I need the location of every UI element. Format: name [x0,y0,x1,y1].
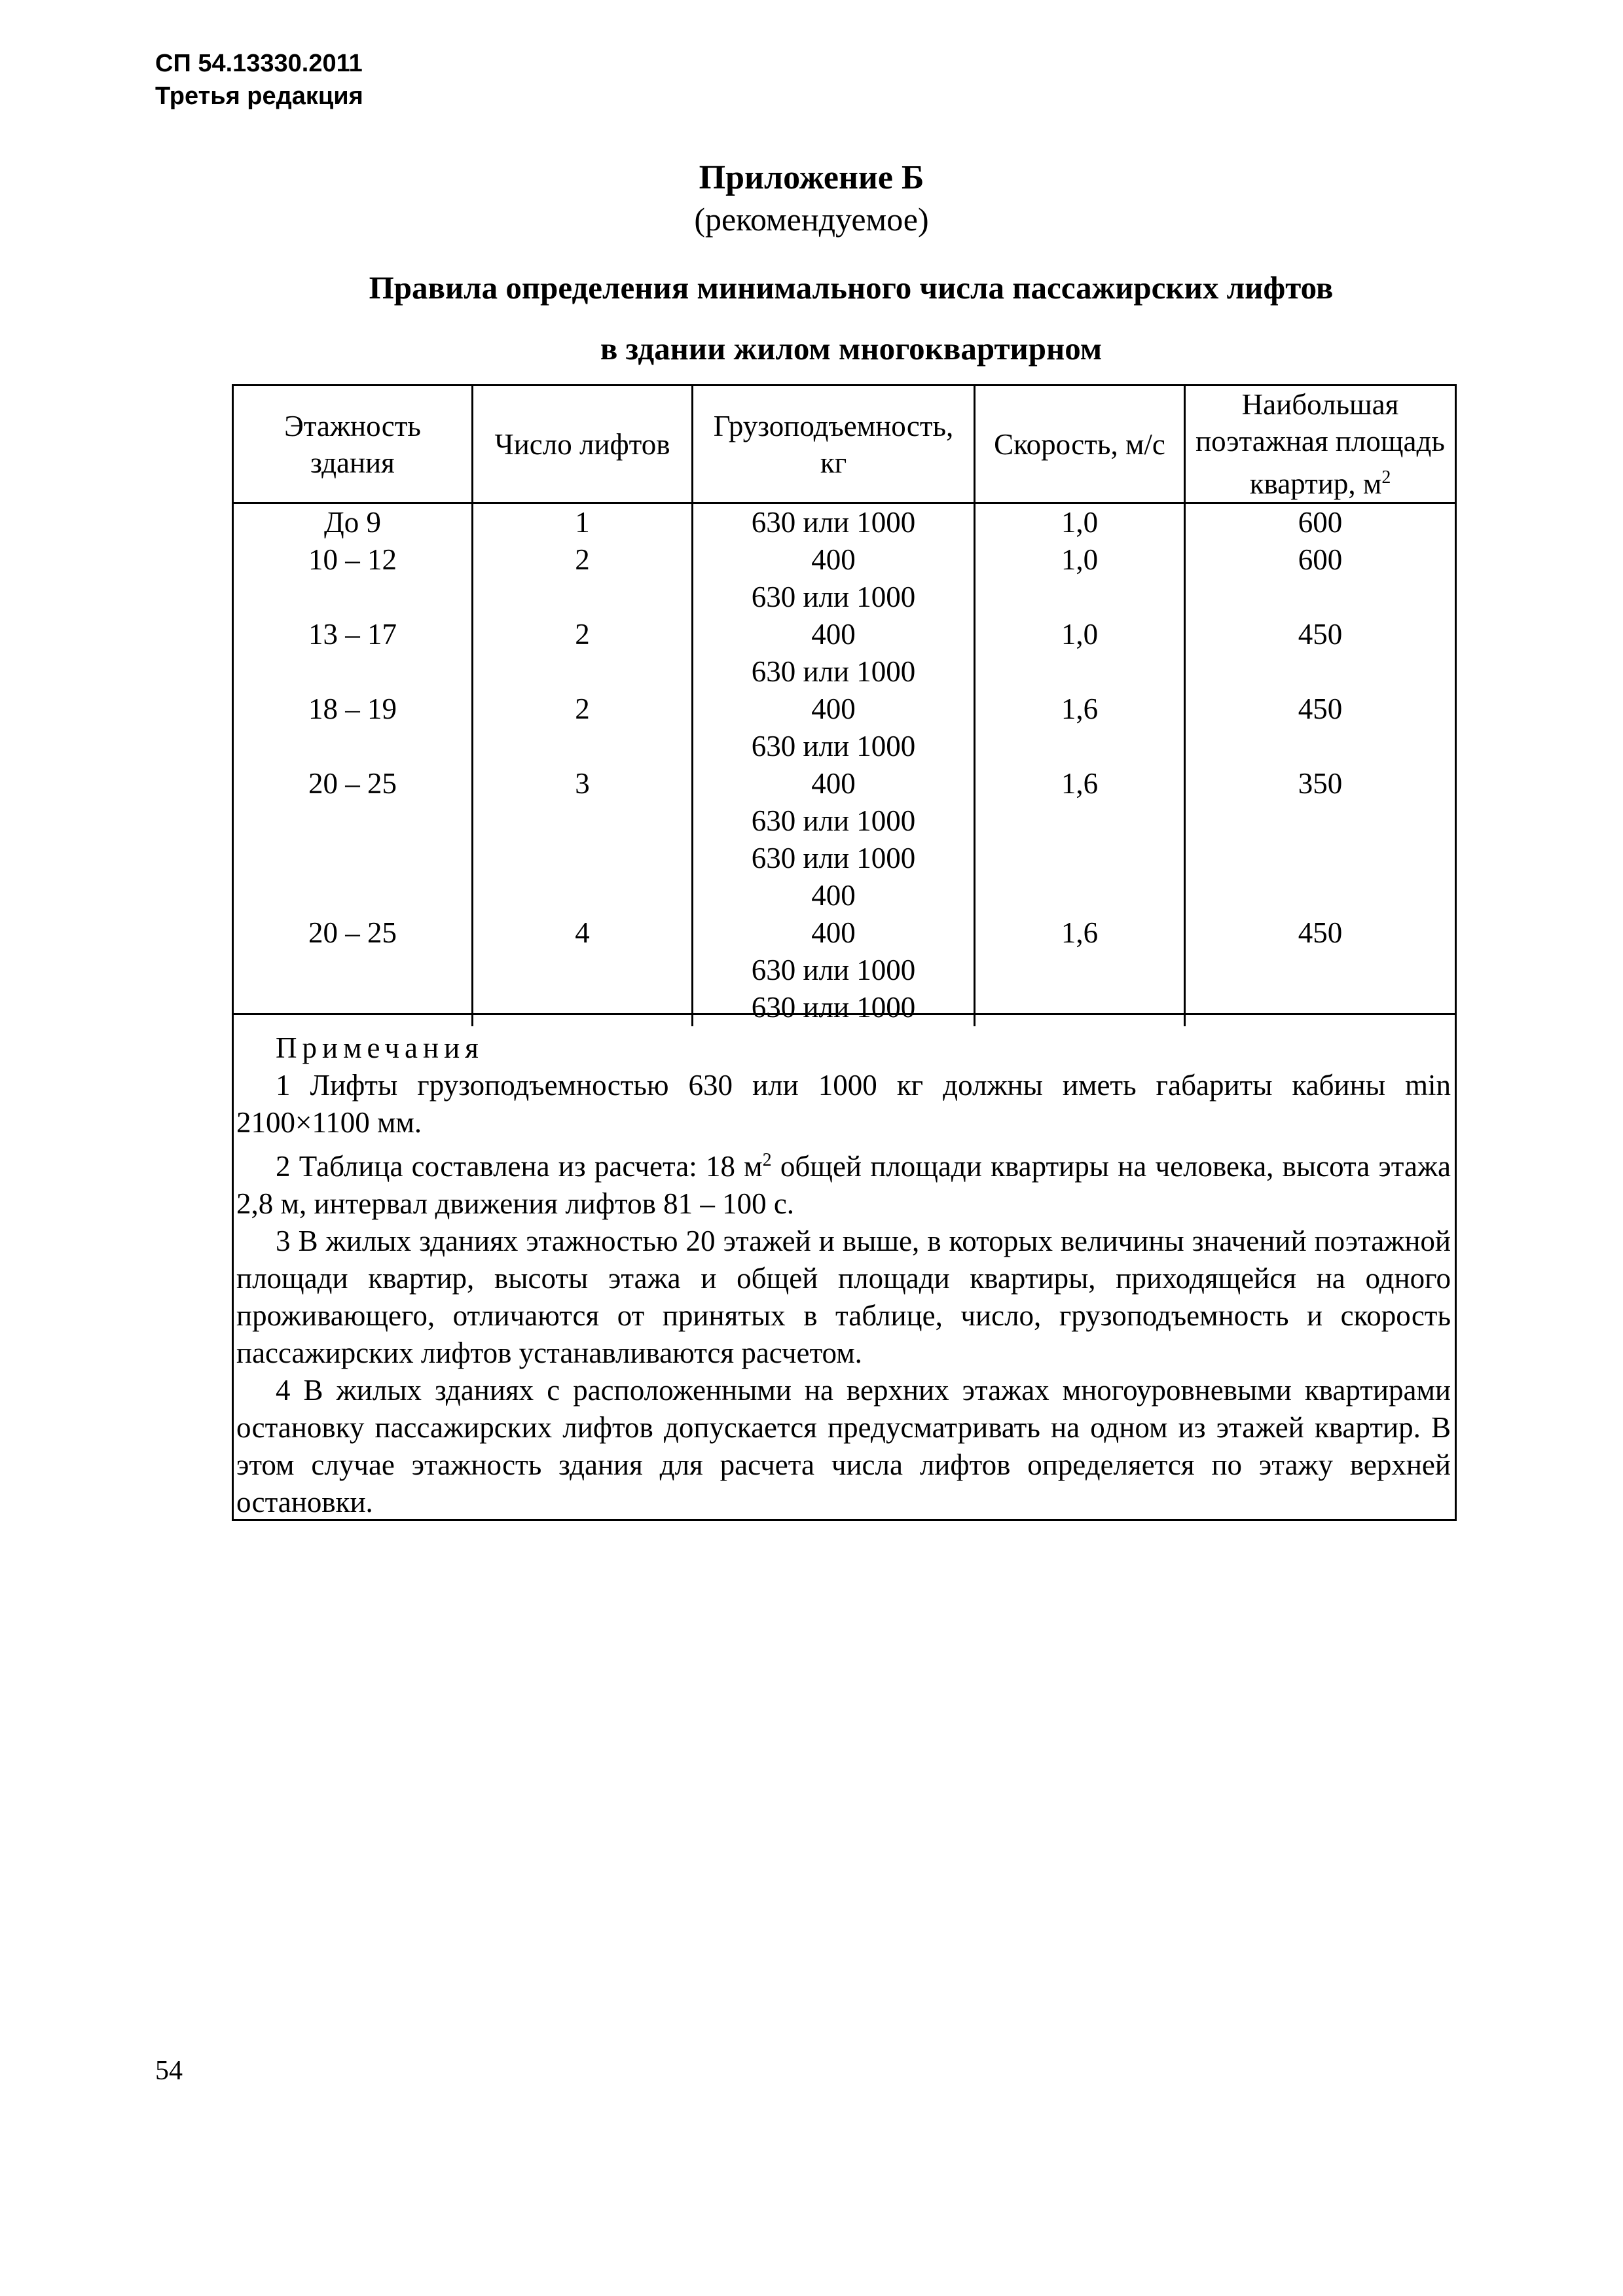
cell-area [1185,802,1456,840]
cell-speed [975,653,1185,691]
header-area: Наибольшая поэтажная площадь квартир, $м^2$ [1185,386,1456,503]
table-row [233,616,1456,653]
cell-floors [233,728,473,765]
cell-floors [233,840,473,877]
cell-count [473,653,693,691]
cell-area: 600 [1185,541,1456,579]
appendix-title: Приложение Б [699,159,924,196]
header-count: Число лифтов [473,386,693,503]
cell-load: 630 или 1000 [693,579,975,616]
cell-floors: 10 – 12 [233,541,473,579]
cell-load: 630 или 1000 [693,840,975,877]
cell-floors: До 9 [233,503,473,542]
cell-count: 2 [473,691,693,728]
cell-area: 350 [1185,765,1456,802]
table-row [233,840,1456,877]
cell-speed: 1,0 [975,503,1185,542]
note-3: 3 В жилых зданиях этажностью 20 этажей и выше, в которых величины значений поэтажной площади квартир, высоты этажа и общей площади квартиры, приходящейся на одного проживающего, отличаются от принятых в таблице, число, грузоподъемность и скорость пассажирских лифтов устанавливаются расчетом. [236,1225,1451,1369]
cell-area [1185,840,1456,877]
lifts-table [232,384,1457,1026]
cell-load: 400 [693,691,975,728]
edition-label: Третья редакция [155,82,363,110]
header-speed: Скорость, м/с [975,386,1185,503]
cell-floors [233,653,473,691]
cell-speed [975,579,1185,616]
document-header [155,47,363,113]
cell-load: 630 или 1000 [693,989,975,1026]
cell-area [1185,952,1456,989]
cell-load: 630 или 1000 [693,503,975,542]
cell-area: 450 [1185,914,1456,952]
table-header-row [233,386,1456,503]
cell-load: 400 [693,541,975,579]
cell-floors [233,952,473,989]
notes-box [232,1013,1457,1521]
cell-floors: 18 – 19 [233,691,473,728]
cell-count [473,840,693,877]
cell-floors [233,579,473,616]
cell-floors: 13 – 17 [233,616,473,653]
cell-load: 630 или 1000 [693,802,975,840]
cell-area [1185,653,1456,691]
cell-speed: 1,6 [975,691,1185,728]
cell-count: 3 [473,765,693,802]
table-row [233,503,1456,542]
header-load: Грузоподъемность, кг [693,386,975,503]
cell-area [1185,579,1456,616]
table-title [229,257,1473,379]
cell-load: 400 [693,765,975,802]
cell-floors: 20 – 25 [233,914,473,952]
table-row [233,802,1456,840]
cell-area: 450 [1185,616,1456,653]
table-row [233,765,1456,802]
cell-speed: 1,0 [975,541,1185,579]
cell-count [473,728,693,765]
cell-load: 630 или 1000 [693,653,975,691]
standard-code: СП 54.13330.2011 [155,50,363,77]
cell-count [473,579,693,616]
cell-floors [233,802,473,840]
cell-speed: 1,6 [975,914,1185,952]
table-body [233,503,1456,1027]
cell-count [473,877,693,914]
table-row [233,952,1456,989]
cell-speed: 1,0 [975,616,1185,653]
note-2: 2 Таблица составлена из расчета: 18 $м^2$ общей площади квартиры на человека, высота этажа 2,8 м, интервал движения лифтов 81 – 100 с. [236,1150,1451,1220]
cell-speed [975,840,1185,877]
note-1: 1 Лифты грузоподъемностью 630 или 1000 кг должны иметь габариты кабины min 2100×1100 мм. [236,1069,1451,1139]
cell-area [1185,728,1456,765]
page-number: 54 [155,2056,183,2086]
header-floors: Этажность здания [233,386,473,503]
appendix-status: (рекомендуемое) [694,201,929,238]
cell-floors: 20 – 25 [233,765,473,802]
cell-load: 400 [693,877,975,914]
table-row [233,653,1456,691]
cell-load: 630 или 1000 [693,728,975,765]
cell-count: 2 [473,541,693,579]
cell-load: 400 [693,914,975,952]
cell-load: 400 [693,616,975,653]
table-row [233,691,1456,728]
cell-area: 450 [1185,691,1456,728]
notes-heading: Примечания [276,1031,484,1064]
table-row [233,579,1456,616]
cell-speed [975,802,1185,840]
cell-speed [975,877,1185,914]
cell-load: 630 или 1000 [693,952,975,989]
cell-floors [233,877,473,914]
cell-speed [975,952,1185,989]
table-title-line-1: Правила определения минимального числа пассажирских лифтов [369,270,1334,306]
table-row [233,877,1456,914]
cell-count [473,802,693,840]
note-4: 4 В жилых зданиях с расположенными на верхних этажах многоуровневыми квартирами остановку пассажирских лифтов допускается предусматривать на одном из этажей квартир. В этом случае этажность здания для расчета числа лифтов определяется по этажу верхней остановки. [236,1374,1451,1518]
table-row [233,728,1456,765]
table-row [233,914,1456,952]
cell-count: 1 [473,503,693,542]
cell-count [473,952,693,989]
table-row [233,541,1456,579]
cell-count: 2 [473,616,693,653]
cell-count: 4 [473,914,693,952]
notes-content [236,1030,1451,1521]
cell-speed: 1,6 [975,765,1185,802]
cell-area [1185,877,1456,914]
cell-area: 600 [1185,503,1456,542]
cell-speed [975,728,1185,765]
table-title-line-2: в здании жилом многоквартирном [600,331,1103,367]
